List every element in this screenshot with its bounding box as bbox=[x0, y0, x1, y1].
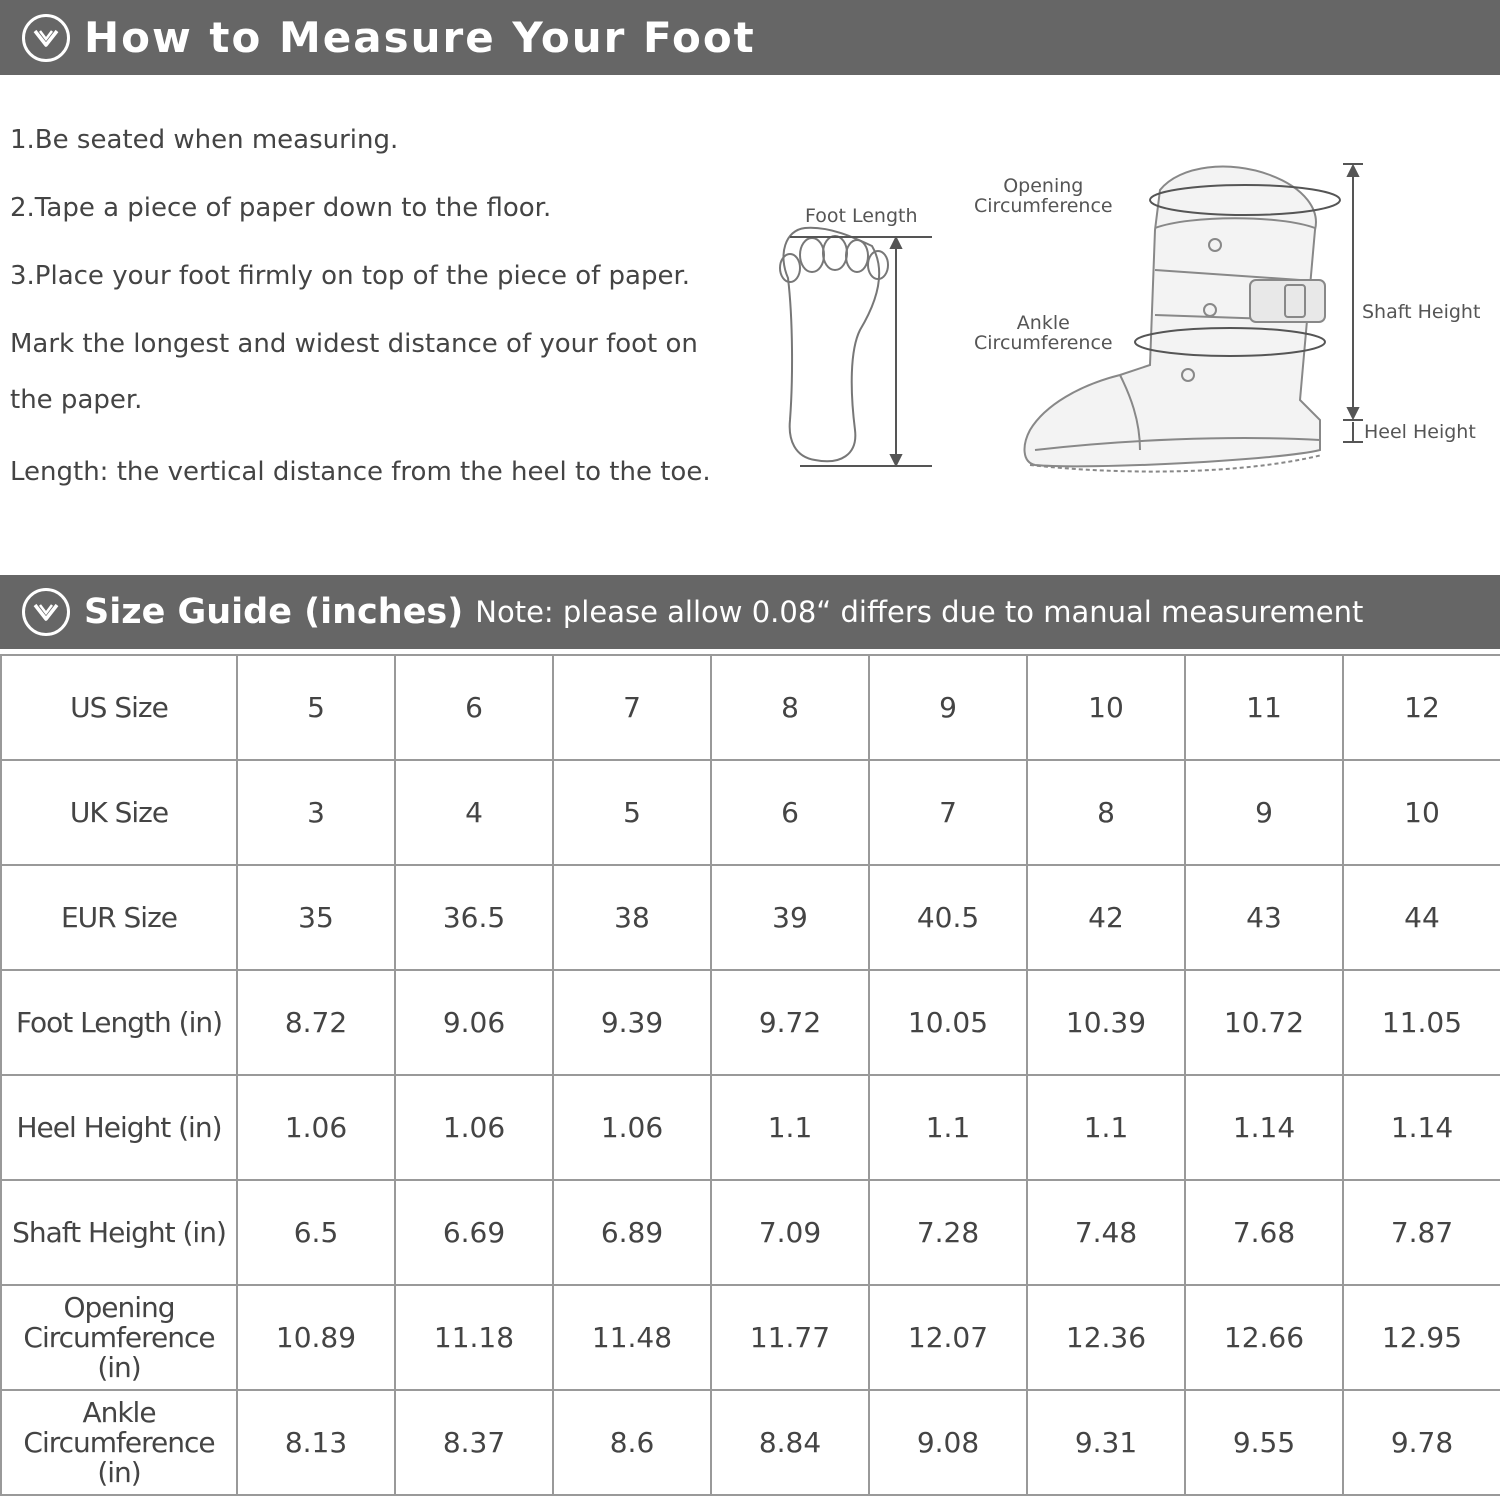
table-cell: 8 bbox=[711, 655, 869, 760]
table-cell: 1.06 bbox=[237, 1075, 395, 1180]
table-cell: 6 bbox=[395, 655, 553, 760]
table-cell: 8.13 bbox=[237, 1390, 395, 1495]
chevron-down-circle-icon bbox=[22, 14, 70, 62]
table-cell: 42 bbox=[1027, 865, 1185, 970]
instruction-step: 2.Tape a piece of paper down to the floor. bbox=[10, 193, 552, 223]
table-cell: 10 bbox=[1027, 655, 1185, 760]
shaft-height-label: Shaft Height bbox=[1362, 301, 1481, 323]
table-cell: 10.72 bbox=[1185, 970, 1343, 1075]
table-cell: 44 bbox=[1343, 865, 1500, 970]
table-cell: 9.78 bbox=[1343, 1390, 1500, 1495]
row-header: Heel Height (in) bbox=[1, 1075, 237, 1180]
table-cell: 8.72 bbox=[237, 970, 395, 1075]
row-header: Foot Length (in) bbox=[1, 970, 237, 1075]
instruction-step: 3.Place your foot firmly on top of the piece of paper. bbox=[10, 261, 691, 291]
opening-circumference-label: Opening Circumference bbox=[974, 175, 1113, 217]
table-cell: 8.37 bbox=[395, 1390, 553, 1495]
size-guide-banner bbox=[0, 575, 1500, 649]
table-cell: 1.06 bbox=[553, 1075, 711, 1180]
table-cell: 40.5 bbox=[869, 865, 1027, 970]
table-cell: 10 bbox=[1343, 760, 1500, 865]
table-cell: 7.09 bbox=[711, 1180, 869, 1285]
table-row bbox=[1, 865, 1500, 970]
table-cell: 1.14 bbox=[1185, 1075, 1343, 1180]
table-cell: 11.18 bbox=[395, 1285, 553, 1390]
table-cell: 8 bbox=[1027, 760, 1185, 865]
table-row bbox=[1, 1390, 1500, 1495]
table-cell: 12.95 bbox=[1343, 1285, 1500, 1390]
table-cell: 1.1 bbox=[711, 1075, 869, 1180]
table-cell: 1.06 bbox=[395, 1075, 553, 1180]
table-cell: 6 bbox=[711, 760, 869, 865]
table-cell: 1.14 bbox=[1343, 1075, 1500, 1180]
table-cell: 9 bbox=[869, 655, 1027, 760]
foot-outline-icon bbox=[780, 228, 888, 461]
table-cell: 11.48 bbox=[553, 1285, 711, 1390]
table-cell: 6.5 bbox=[237, 1180, 395, 1285]
measure-instructions bbox=[10, 120, 750, 520]
table-cell: 43 bbox=[1185, 865, 1343, 970]
foot-and-boot-drawing bbox=[760, 150, 1500, 510]
table-cell: 9.72 bbox=[711, 970, 869, 1075]
table-cell: 7.28 bbox=[869, 1180, 1027, 1285]
table-cell: 6.69 bbox=[395, 1180, 553, 1285]
table-cell: 11.77 bbox=[711, 1285, 869, 1390]
ankle-circumference-label: Ankle Circumference bbox=[974, 312, 1113, 354]
table-cell: 12.66 bbox=[1185, 1285, 1343, 1390]
instruction-step: 1.Be seated when measuring. bbox=[10, 125, 399, 155]
table-cell: 12.07 bbox=[869, 1285, 1027, 1390]
chevron-down-circle-icon bbox=[22, 588, 70, 636]
size-guide-note: Note: please allow 0.08“ differs due to manual measurement bbox=[475, 595, 1364, 629]
measure-header-banner bbox=[0, 0, 1500, 75]
heel-height-label: Heel Height bbox=[1364, 421, 1476, 443]
measurement-illustration bbox=[760, 150, 1500, 510]
table-cell: 9.06 bbox=[395, 970, 553, 1075]
table-cell: 10.39 bbox=[1027, 970, 1185, 1075]
table-cell: 10.05 bbox=[869, 970, 1027, 1075]
table-cell: 8.84 bbox=[711, 1390, 869, 1495]
table-cell: 7 bbox=[869, 760, 1027, 865]
table-row bbox=[1, 760, 1500, 865]
row-header: Opening Circumference (in) bbox=[1, 1285, 237, 1390]
row-header: US Size bbox=[1, 655, 237, 760]
table-cell: 4 bbox=[395, 760, 553, 865]
table-cell: 36.5 bbox=[395, 865, 553, 970]
row-header: Ankle Circumference (in) bbox=[1, 1390, 237, 1495]
table-row bbox=[1, 1180, 1500, 1285]
table-row bbox=[1, 970, 1500, 1075]
table-cell: 1.1 bbox=[869, 1075, 1027, 1180]
instruction-step: the paper. bbox=[10, 385, 143, 415]
row-header: Shaft Height (in) bbox=[1, 1180, 237, 1285]
table-cell: 9.31 bbox=[1027, 1390, 1185, 1495]
table-row bbox=[1, 655, 1500, 760]
table-cell: 9.39 bbox=[553, 970, 711, 1075]
size-table bbox=[0, 654, 1500, 1496]
table-row bbox=[1, 1285, 1500, 1390]
table-cell: 6.89 bbox=[553, 1180, 711, 1285]
table-cell: 9.08 bbox=[869, 1390, 1027, 1495]
instruction-step: Mark the longest and widest distance of your foot on bbox=[10, 329, 698, 359]
table-cell: 12.36 bbox=[1027, 1285, 1185, 1390]
table-cell: 8.6 bbox=[553, 1390, 711, 1495]
measure-title: How to Measure Your Foot bbox=[84, 13, 756, 62]
row-header: UK Size bbox=[1, 760, 237, 865]
table-cell: 39 bbox=[711, 865, 869, 970]
table-cell: 3 bbox=[237, 760, 395, 865]
table-cell: 35 bbox=[237, 865, 395, 970]
table-cell: 11.05 bbox=[1343, 970, 1500, 1075]
table-cell: 7 bbox=[553, 655, 711, 760]
table-cell: 38 bbox=[553, 865, 711, 970]
table-cell: 1.1 bbox=[1027, 1075, 1185, 1180]
table-cell: 5 bbox=[237, 655, 395, 760]
table-cell: 9 bbox=[1185, 760, 1343, 865]
instruction-step: Length: the vertical distance from the heel to the toe. bbox=[10, 457, 711, 487]
table-cell: 10.89 bbox=[237, 1285, 395, 1390]
table-cell: 7.68 bbox=[1185, 1180, 1343, 1285]
table-row bbox=[1, 1075, 1500, 1180]
table-cell: 7.87 bbox=[1343, 1180, 1500, 1285]
table-cell: 5 bbox=[553, 760, 711, 865]
foot-length-label: Foot Length bbox=[805, 205, 918, 227]
table-cell: 9.55 bbox=[1185, 1390, 1343, 1495]
size-guide-title: Size Guide (inches) bbox=[84, 592, 464, 632]
table-cell: 7.48 bbox=[1027, 1180, 1185, 1285]
row-header: EUR Size bbox=[1, 865, 237, 970]
table-cell: 12 bbox=[1343, 655, 1500, 760]
table-cell: 11 bbox=[1185, 655, 1343, 760]
